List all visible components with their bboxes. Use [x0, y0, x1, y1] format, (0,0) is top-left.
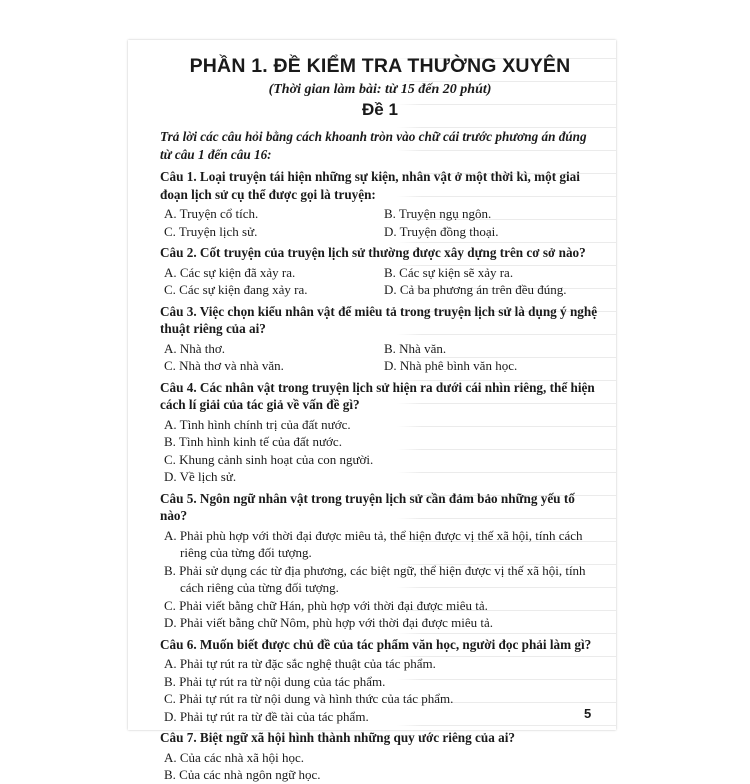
option-c: C. Phải tự rút ra từ nội dung và hình thức của tác phẩm.	[164, 691, 454, 706]
page-number: 5	[584, 706, 592, 721]
option-c: C. Nhà thơ và nhà văn.	[164, 358, 284, 373]
question-text: Câu 2. Cốt truyện của truyện lịch sử thường được xây dựng trên cơ sở nào?	[160, 245, 586, 260]
option-a: A. Nhà thơ.	[164, 340, 226, 356]
answer-options	[160, 527, 600, 632]
option-b: B. Phải tự rút ra từ nội dung của tác phẩm.	[164, 673, 386, 689]
question-5	[160, 490, 600, 632]
option-c: C. Truyện lịch sử.	[164, 223, 258, 239]
test-number: Đề 1	[362, 100, 398, 119]
option-b: B. Tình hình kinh tế của đất nước.	[164, 434, 342, 449]
option-d: D. Truyện đồng thoại.	[384, 223, 499, 239]
option-d: D. Phải viết bằng chữ Nôm, phù hợp với thời đại được miêu tả.	[164, 615, 493, 630]
option-b: B. Các sự kiện sẽ xảy ra.	[384, 264, 514, 280]
option-a: A. Phải phù hợp với thời đại được miêu tả, thể hiện được vị thế xã hội, tính cách riêng của từng đối tượng.	[164, 527, 583, 560]
option-b: B. Phải sử dụng các từ địa phương, các biệt ngữ, thể hiện được vị thế xã hội, tính cách riêng của từng đối tượng.	[164, 562, 586, 595]
question-4	[160, 379, 600, 486]
page-content	[160, 55, 600, 784]
question-6	[160, 636, 600, 726]
option-a: A. Truyện cổ tích.	[164, 206, 259, 221]
option-a: A. Tình hình chính trị của đất nước.	[164, 416, 351, 432]
option-a: A. Phải tự rút ra từ đặc sắc nghệ thuật của tác phẩm.	[164, 656, 436, 671]
option-d: D. Cả ba phương án trên đều đúng.	[384, 282, 567, 297]
question-text: Câu 5. Ngôn ngữ nhân vật trong truyện lịch sử cần đảm bảo những yếu tố nào?	[160, 490, 575, 523]
option-c: C. Khung cảnh sinh hoạt của con người.	[164, 451, 374, 467]
option-b: B. Của các nhà ngôn ngữ học.	[164, 767, 321, 782]
instructions: Trả lời các câu hỏi bằng cách khoanh tròn vào chữ cái trước phương án đúng từ câu 1 đến câu 16:	[160, 129, 587, 162]
option-b: B. Nhà văn.	[384, 340, 447, 356]
question-text: Câu 7. Biệt ngữ xã hội hình thành những quy ước riêng của ai?	[160, 730, 515, 745]
option-a: A. Các sự kiện đã xảy ra.	[164, 264, 296, 280]
option-c: C. Các sự kiện đang xảy ra.	[164, 282, 308, 297]
question-text: Câu 1. Loại truyện tái hiện những sự kiện, nhân vật ở một thời kì, một giai đoạn lịch sử cụ thể được gọi là truyện:	[160, 169, 580, 202]
question-text: Câu 4. Các nhân vật trong truyện lịch sử hiện ra dưới cái nhìn riêng, thể hiện cách lí giải của tác giả về vấn đề gì?	[160, 379, 595, 412]
answer-options	[160, 340, 600, 375]
time-limit-subtitle: (Thời gian làm bài: từ 15 đến 20 phút)	[268, 82, 492, 97]
option-d: D. Phải tự rút ra từ đề tài của tác phẩm.	[164, 708, 369, 724]
option-d: D. Về lịch sử.	[164, 469, 237, 484]
option-d: D. Nhà phê bình văn học.	[384, 358, 518, 373]
option-b: B. Truyện ngụ ngôn.	[384, 206, 492, 221]
section-title: PHẦN 1. ĐỀ KIỂM TRA THƯỜNG XUYÊN	[189, 55, 571, 77]
question-1	[160, 168, 600, 240]
question-3	[160, 303, 600, 375]
answer-options	[160, 749, 600, 784]
option-a: A. Của các nhà xã hội học.	[164, 749, 305, 765]
answer-options	[160, 205, 600, 240]
question-text: Câu 6. Muốn biết được chủ đề của tác phẩm văn học, người đọc phải làm gì?	[160, 636, 592, 652]
answer-options	[160, 416, 600, 486]
question-text: Câu 3. Việc chọn kiểu nhân vật để miêu tả trong truyện lịch sử là dụng ý nghệ thuật riêng của ai?	[160, 303, 598, 336]
answer-options	[160, 655, 600, 725]
question-7	[160, 729, 600, 784]
option-c: C. Phải viết bằng chữ Hán, phù hợp với thời đại được miêu tả.	[164, 597, 488, 613]
answer-options	[160, 264, 600, 299]
question-2	[160, 244, 600, 299]
